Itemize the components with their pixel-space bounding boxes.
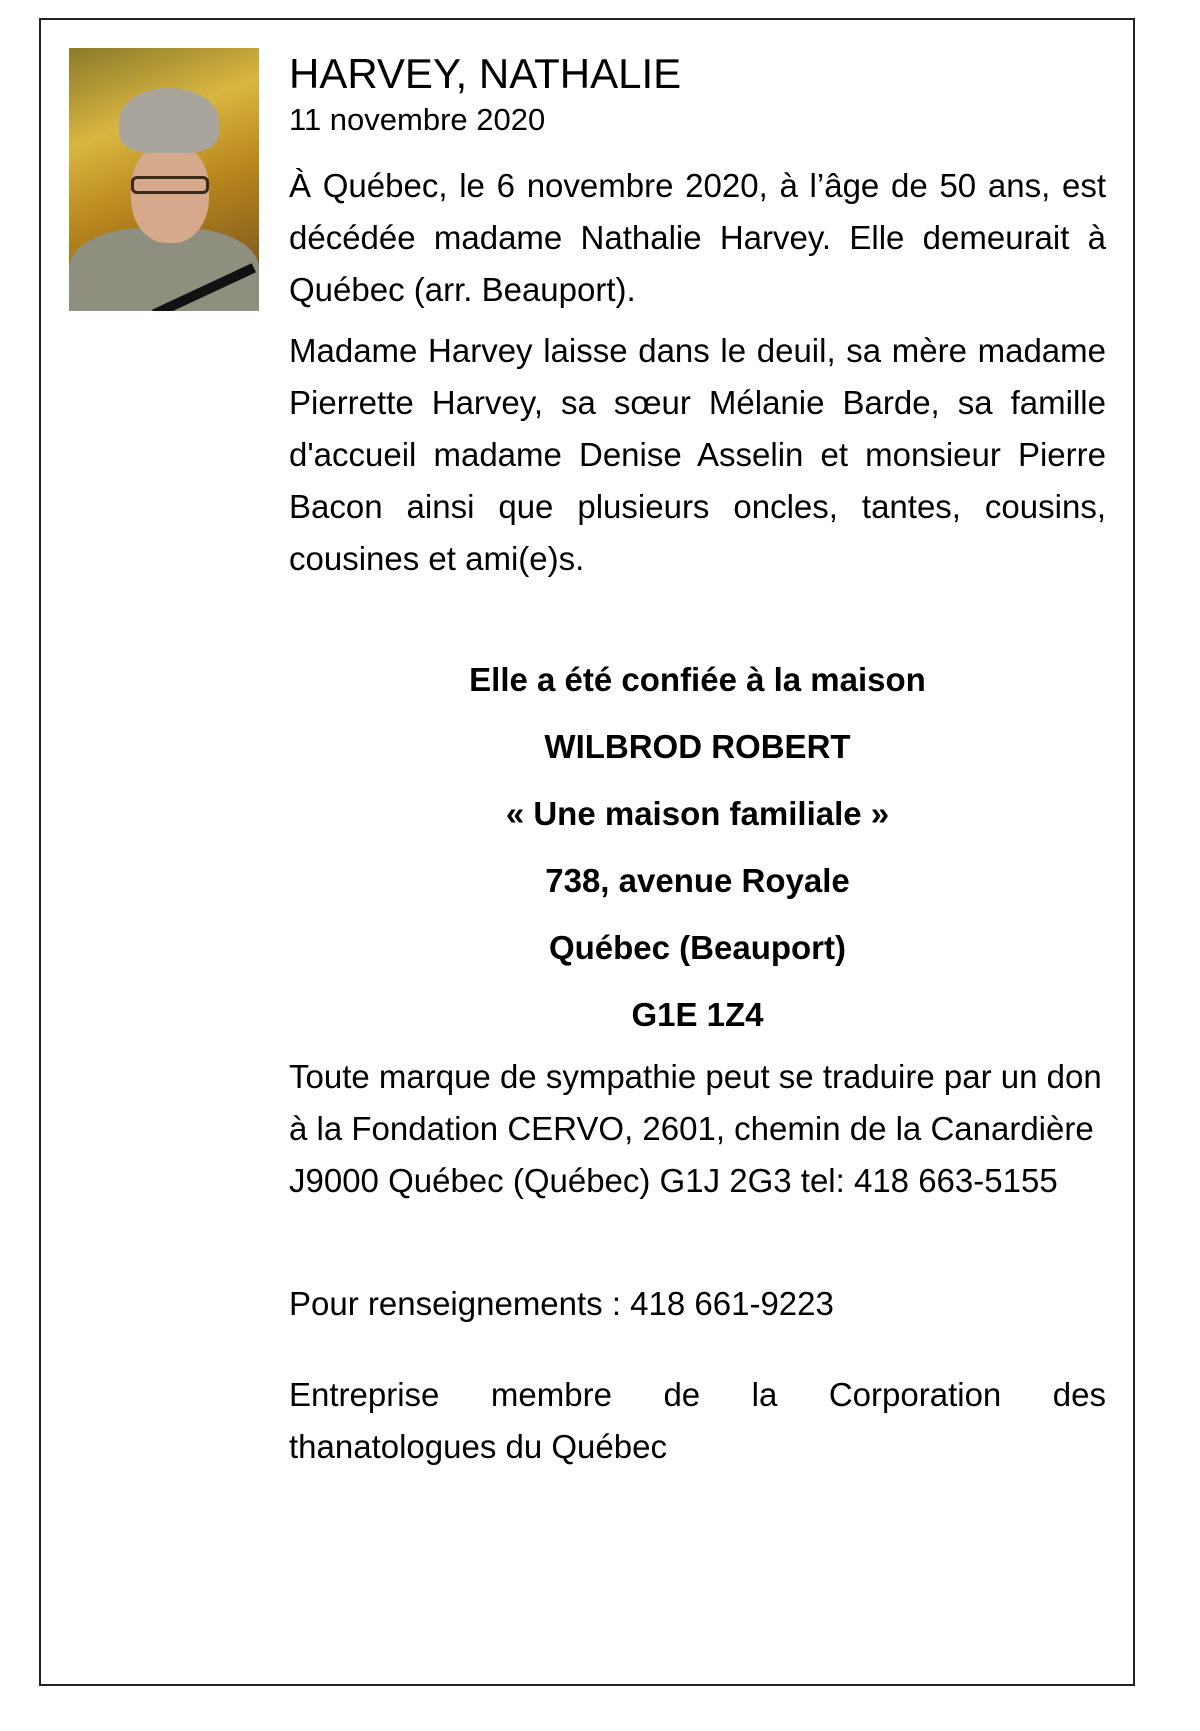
death-paragraph: À Québec, le 6 novembre 2020, à l’âge de 50 ans, est décédée madame Nathalie Harvey. Elle demeurait à Québec (arr. Beauport). — [289, 167, 1106, 308]
funeral-home-line: Elle a été confiée à la maison — [469, 661, 926, 698]
funeral-home-postal-code: G1E 1Z4 — [631, 996, 764, 1033]
info-paragraph: Pour renseignements : 418 661-9223 — [289, 1285, 834, 1322]
funeral-home-address: 738, avenue Royale — [545, 862, 850, 899]
portrait-photo — [69, 48, 259, 311]
deceased-name: HARVEY, NATHALIE — [289, 50, 682, 97]
funeral-home-name: WILBROD ROBERT — [544, 728, 851, 765]
member-paragraph: Entreprise membre de la Corporation des thanatologues du Québec — [289, 1376, 1106, 1465]
funeral-home-city: Québec (Beauport) — [548, 929, 847, 966]
funeral-home-slogan: « Une maison familiale » — [505, 795, 890, 832]
donation-paragraph: Toute marque de sympathie peut se traduire par un don à la Fondation CERVO, 2601, chemin de la Canardière J9000 Québec (Québec) G1J 2G3 tel: 418 663-5155 — [289, 1058, 1102, 1199]
funeral-home-block — [289, 646, 1106, 1048]
family-paragraph: Madame Harvey laisse dans le deuil, sa mère madame Pierrette Harvey, sa sœur Mélanie Barde, sa famille d'accueil madame Denise Asselin et monsieur Pierre Bacon ainsi que plusieurs oncles, tantes, cousins, cousines et ami(e)s. — [289, 332, 1106, 577]
publication-date: 11 novembre 2020 — [289, 102, 546, 137]
